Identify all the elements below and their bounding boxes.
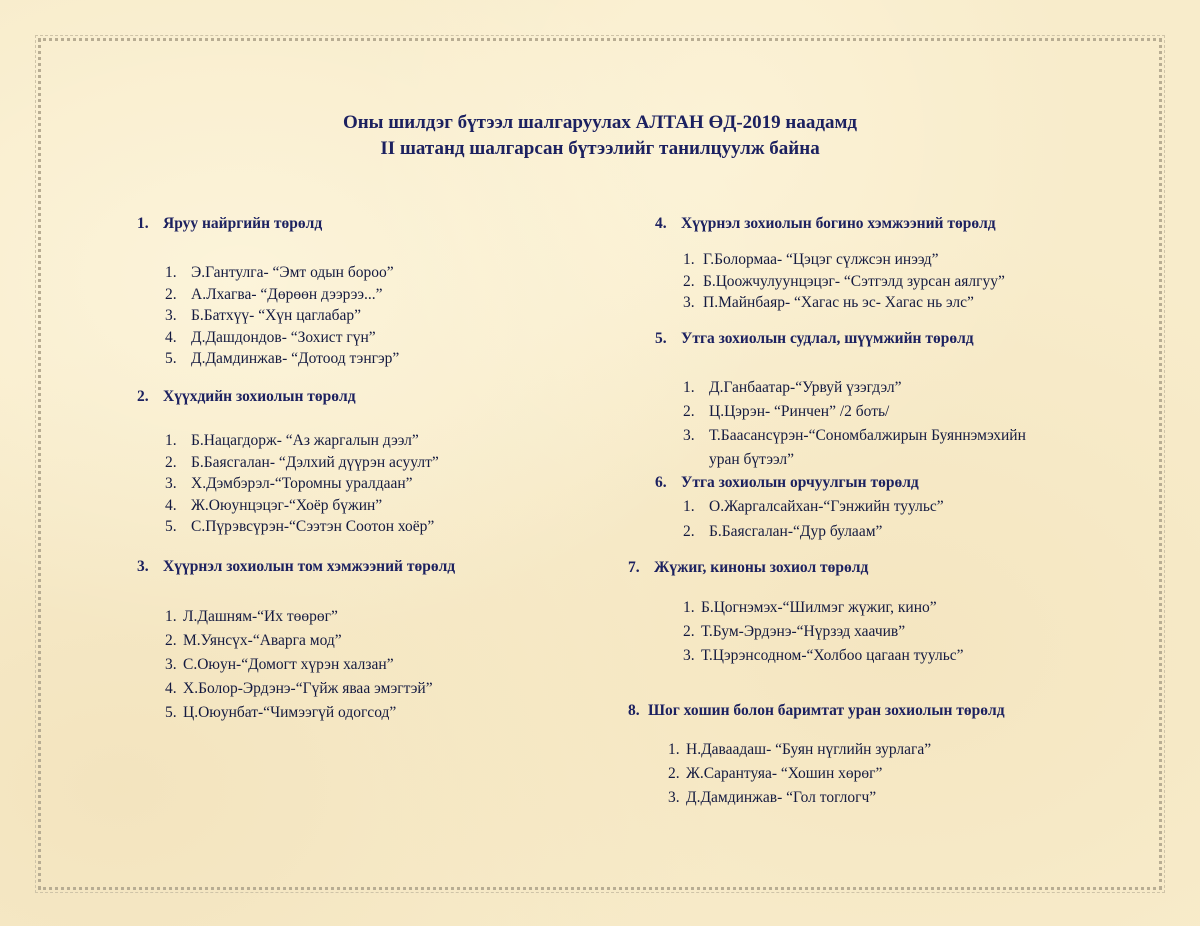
list-item: 4. Х.Болор-Эрдэнэ-“Гүйж яваа эмэгтэй” (165, 680, 433, 697)
section-title: Хүүрнэл зохиолын том хэмжээний төрөлд (163, 558, 456, 575)
section-title: Хүүрнэл зохиолын богино хэмжээний төрөлд (681, 215, 996, 232)
section-number: 6. (655, 474, 667, 491)
section-3-heading (137, 558, 455, 576)
section-title: Утга зохиолын судлал, шүүмжийн төрөлд (681, 330, 974, 347)
list-item: 1. Э.Гантулга- “Эмт одын бороо” (165, 264, 394, 281)
section-8-heading (628, 702, 1005, 720)
section-5-list (683, 376, 1026, 472)
list-item: 1. Б.Нацагдорж- “Аз жаргалын дээл” (165, 432, 419, 449)
section-2-heading (137, 388, 356, 406)
list-item: 3. С.Оюун-“Домогт хүрэн халзан” (165, 656, 394, 673)
section-number: 8. (628, 702, 640, 719)
section-title: Утга зохиолын орчуулгын төрөлд (681, 474, 919, 491)
list-item: 1. Г.Болормаа- “Цэцэг сүлжсэн инээд” (683, 251, 939, 268)
section-1-list (165, 262, 399, 370)
section-number: 2. (137, 388, 149, 405)
section-title: Жүжиг, киноны зохиол төрөлд (654, 559, 869, 576)
list-item: 2. Т.Бум-Эрдэнэ-“Нүрзэд хаачив” (683, 623, 906, 640)
section-number: 5. (655, 330, 667, 347)
list-item: 3. П.Майнбаяр- “Хагас нь эс- Хагас нь элс” (683, 294, 974, 311)
list-item: 1. Д.Ганбаатар-“Урвуй үзэгдэл” (683, 379, 902, 396)
list-item: 1. О.Жаргалсайхан-“Гэнжийн туульс” (683, 498, 944, 515)
section-4-list (683, 249, 1005, 314)
section-number: 1. (137, 215, 149, 232)
section-5-heading (655, 330, 974, 348)
list-item: 3. Б.Батхүү- “Хүн цаглабар” (165, 307, 361, 324)
section-4-heading (655, 215, 996, 233)
section-title: Хүүхдийн зохиолын төрөлд (163, 388, 356, 405)
list-item: 5. С.Пүрэвсүрэн-“Сээтэн Соотон хоёр” (165, 518, 435, 535)
section-2-list (165, 430, 439, 538)
list-item: 1. Л.Дашням-“Их төөрөг” (165, 608, 338, 625)
list-item: 3. Т.Цэрэнсодном-“Холбоо цагаан туульс” (683, 647, 964, 664)
section-7-list (683, 596, 964, 668)
document-title: Оны шилдэг бүтээл шалгаруулах АЛТАН ӨД-2019 наадамд (342, 112, 858, 133)
list-item: 2. Б.Цоожчулуунцэцэг- “Сэтгэлд зурсан аялгуу” (683, 272, 1005, 290)
list-item: 2. А.Лхагва- “Дөрөөн дээрээ...” (165, 285, 383, 303)
list-item: 2. Ж.Сарантуяа- “Хошин хөрөг” (668, 765, 883, 782)
list-item: 3. Х.Дэмбэрэл-“Торомны уралдаан” (165, 475, 413, 492)
section-1-heading (137, 215, 322, 233)
list-item: 2. М.Уянсүх-“Аварга мод” (165, 632, 342, 649)
section-7-heading (628, 559, 868, 577)
section-number: 4. (655, 215, 667, 232)
list-item: 2. Ц.Цэрэн- “Ринчен” /2 боть/ (683, 403, 890, 420)
list-item: 5. Ц.Оюунбат-“Чимээгүй одогсод” (165, 704, 397, 721)
section-6-list (683, 494, 944, 544)
list-item: уран бүтээл” (709, 451, 794, 468)
list-item: 3. Т.Баасансүрэн-“Сономбалжирын Буяннэмэхийн (683, 427, 1026, 444)
list-item: 3. Д.Дамдинжав- “Гол тоглогч” (668, 789, 877, 806)
document-subtitle: II шатанд шалгарсан бүтээлийг танилцуулж байна (380, 138, 820, 159)
section-6-heading (655, 474, 919, 492)
section-3-list (165, 605, 433, 725)
section-number: 3. (137, 558, 149, 575)
section-8-list (668, 738, 931, 810)
list-item: 2. Б.Баясгалан- “Дэлхий дүүрэн асуулт” (165, 453, 439, 471)
list-item: 4. Д.Дашдондов- “Зохист гүн” (165, 328, 376, 346)
list-item: 1. Н.Даваадаш- “Буян нүглийн зурлага” (668, 741, 932, 758)
section-title: Шог хошин болон баримтат уран зохиолын төрөлд (648, 702, 1005, 719)
list-item: 5. Д.Дамдинжав- “Дотоод тэнгэр” (165, 350, 400, 367)
list-item: 2. Б.Баясгалан-“Дур булаам” (683, 523, 883, 540)
section-number: 7. (628, 559, 640, 576)
list-item: 1. Б.Цогнэмэх-“Шилмэг жүжиг, кино” (683, 599, 937, 616)
section-title: Яруу найргийн төрөлд (163, 215, 323, 232)
list-item: 4. Ж.Оюунцэцэг-“Хоёр бүжин” (165, 496, 383, 514)
